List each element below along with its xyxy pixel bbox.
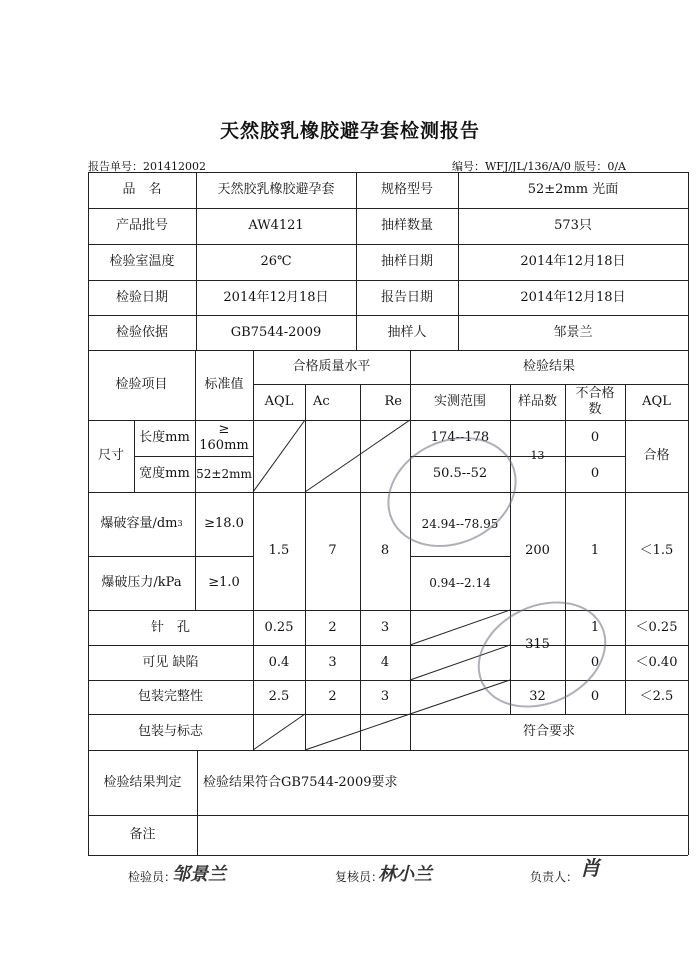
basis-label: 检验依据 (115, 324, 168, 340)
size-samples: 13 (530, 449, 545, 463)
inspector-signature: 邹景兰 (172, 864, 226, 885)
test-date-value: 2014年12月18日 (223, 289, 329, 305)
visible-defects-re: 4 (380, 654, 390, 670)
visible-defects-label: 可见 缺陷 (142, 654, 199, 670)
length-standard: ≥ 160mm (199, 422, 249, 453)
document-code: 编号：WFJ/JL/136/A/0 版号：0/A (452, 160, 626, 173)
temp-label: 检验室温度 (109, 254, 175, 270)
spec-value: 52±2mm 光面 (527, 182, 619, 198)
burst-volume-standard: ≥18.0 (204, 516, 244, 532)
visible-defects-aql: 0.4 (268, 654, 290, 670)
basis-value: GB7544-2009 (230, 324, 322, 340)
manager-label: 负责人： (530, 870, 579, 884)
width-standard: 52±2mm (196, 466, 252, 481)
visible-defects-ac: 3 (328, 654, 337, 670)
qty-label: 抽样数量 (380, 218, 433, 234)
burst-aql: 1.5 (268, 543, 290, 559)
header-range: 实测范围 (433, 394, 486, 410)
name-label: 品 名 (122, 182, 162, 198)
header-standard: 标准值 (204, 377, 244, 393)
remarks-value (197, 815, 688, 855)
header-ac: Ac (313, 394, 330, 410)
header-quality-level: 合格质量水平 (292, 359, 371, 375)
burst-ac: 7 (328, 543, 337, 559)
pinhole-ac: 2 (328, 619, 337, 635)
packaging-marking-label: 包装与标志 (137, 724, 203, 740)
pinhole-label: 针 孔 (150, 619, 190, 635)
report-date-value: 2014年12月18日 (520, 289, 626, 305)
manager-signature: 肖 (580, 856, 600, 880)
sampler-label: 抽样人 (387, 324, 427, 340)
pinhole-unqualified: 1 (590, 619, 600, 635)
header-aql: AQL (264, 394, 294, 410)
length-label: 长度mm (139, 430, 190, 446)
length-unqualified: 0 (590, 430, 600, 446)
sample-date-value: 2014年12月18日 (520, 254, 626, 270)
report-number: 报告单号：201412002 (88, 160, 206, 173)
report-title: 天然胶乳橡胶避孕套检测报告 (219, 120, 480, 142)
spec-label: 规格型号 (380, 182, 433, 198)
width-range: 50.5--52 (432, 466, 488, 482)
pinhole-re: 3 (380, 619, 390, 635)
burst-unqualified: 1 (590, 543, 600, 559)
length-range: 174--178 (430, 430, 490, 446)
verdict-label: 检验结果判定 (103, 774, 182, 790)
remarks-label: 备注 (129, 827, 156, 843)
burst-pressure-standard: ≥1.0 (208, 575, 240, 591)
burst-aql-result: ＜1.5 (639, 543, 674, 559)
package-integrity-unqualified: 0 (590, 689, 600, 705)
pinhole-samples: 315 (525, 637, 550, 653)
reviewer-label: 复核员： (335, 870, 384, 884)
burst-pressure-range: 0.94--2.14 (429, 575, 491, 590)
qty-value: 573只 (554, 218, 592, 234)
packaging-marking-result: 符合要求 (522, 724, 575, 740)
size-aql-result: 合格 (643, 448, 670, 464)
sample-date-label: 抽样日期 (380, 254, 433, 270)
sampler-value: 邹景兰 (553, 324, 593, 340)
pinhole-aql-result: ＜0.25 (635, 619, 678, 635)
header-samples: 样品数 (517, 394, 557, 410)
burst-volume-label: 爆破容量/dm 3 (100, 516, 183, 532)
header-result: 检验结果 (522, 359, 575, 375)
report-date-label: 报告日期 (380, 289, 433, 305)
header-re: Re (384, 394, 402, 410)
visible-defects-aql-result: ＜0.40 (635, 654, 678, 670)
batch-value: AW4121 (248, 218, 304, 234)
burst-samples: 200 (525, 543, 550, 559)
package-integrity-aql-result: ＜2.5 (639, 689, 674, 705)
temp-value: 26℃ (260, 254, 292, 270)
pinhole-aql: 0.25 (264, 619, 294, 635)
burst-re: 8 (380, 543, 390, 559)
header-item: 检验项目 (115, 377, 168, 393)
package-integrity-aql: 2.5 (268, 689, 290, 705)
visible-defects-unqualified: 0 (590, 654, 600, 670)
inspector-label: 检验员： (128, 870, 177, 884)
size-label: 尺寸 (97, 448, 124, 464)
package-integrity-re: 3 (380, 689, 390, 705)
package-integrity-label: 包装完整性 (137, 689, 203, 705)
package-integrity-samples: 32 (529, 689, 546, 705)
burst-pressure-label: 爆破压力/kPa (101, 575, 182, 591)
package-integrity-ac: 2 (328, 689, 337, 705)
name-value: 天然胶乳橡胶避孕套 (217, 182, 335, 198)
verdict-value: 检验结果符合GB7544-2009要求 (203, 774, 398, 790)
burst-volume-range: 24.94--78.95 (421, 516, 499, 531)
width-unqualified: 0 (590, 466, 600, 482)
header-aql-result: AQL (642, 394, 671, 410)
header-unqualified: 不合格数 (575, 386, 615, 417)
width-label: 宽度mm (139, 466, 190, 482)
test-date-label: 检验日期 (115, 289, 168, 305)
batch-label: 产品批号 (115, 218, 168, 234)
reviewer-signature: 林小兰 (378, 864, 432, 885)
